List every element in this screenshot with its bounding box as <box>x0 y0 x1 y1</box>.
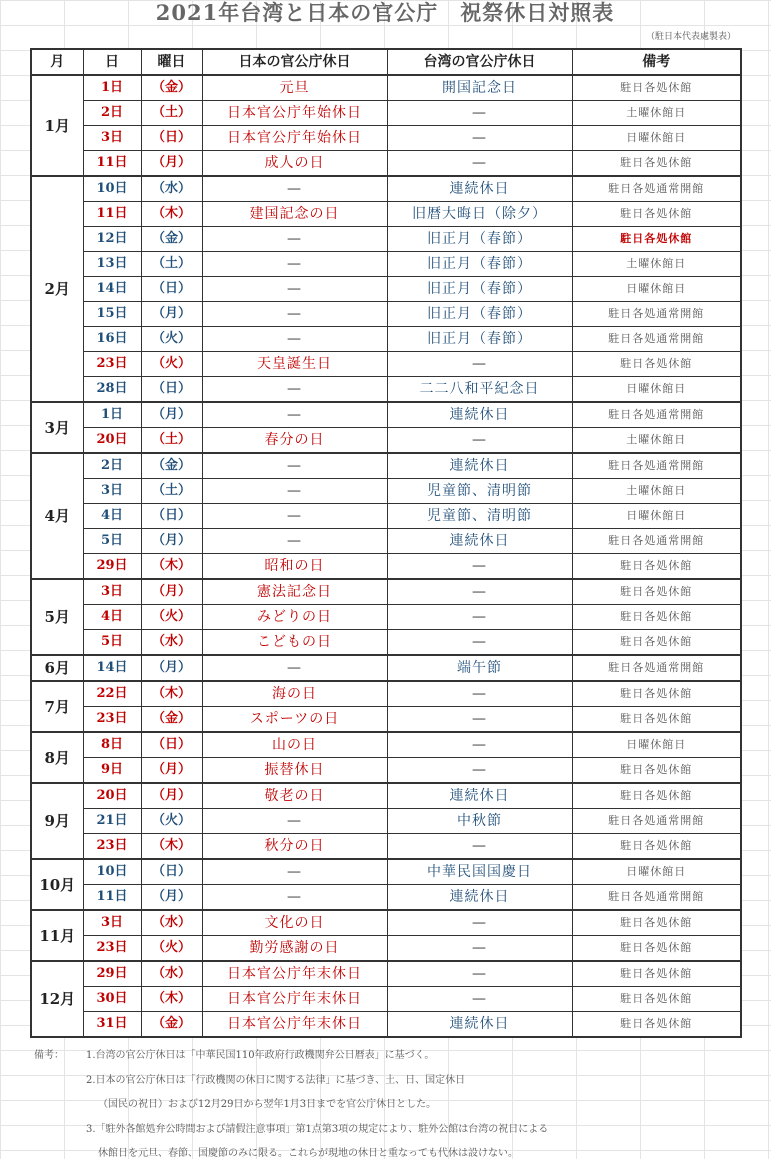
taiwan-holiday-cell: 連続休日 <box>387 529 572 554</box>
day-cell: 8日 <box>83 732 141 758</box>
taiwan-holiday-cell: 旧正月（春節） <box>387 302 572 327</box>
japan-holiday-cell: 文化の日 <box>202 910 387 936</box>
table-row <box>31 352 741 377</box>
month-cell: 7月 <box>31 681 83 732</box>
day-cell: 3日 <box>83 126 141 151</box>
notes-cell: 駐日各処休館 <box>572 202 741 227</box>
weekday-cell: （火） <box>141 352 202 377</box>
table-row <box>31 605 741 630</box>
table-row <box>31 961 741 987</box>
japan-holiday-cell: — <box>202 176 387 202</box>
japan-holiday-cell: — <box>202 859 387 885</box>
weekday-cell: （土） <box>141 428 202 454</box>
table-row <box>31 101 741 126</box>
taiwan-holiday-cell: — <box>387 151 572 177</box>
day-cell: 10日 <box>83 859 141 885</box>
month-cell: 8月 <box>31 732 83 783</box>
weekday-cell: （月） <box>141 529 202 554</box>
header-day: 日 <box>83 49 141 75</box>
month-cell: 11月 <box>31 910 83 961</box>
weekday-cell: （火） <box>141 809 202 834</box>
day-cell: 15日 <box>83 302 141 327</box>
taiwan-holiday-cell: — <box>387 732 572 758</box>
notes-cell: 駐日各処通常開館 <box>572 327 741 352</box>
table-row <box>31 202 741 227</box>
holiday-table <box>30 48 742 1038</box>
taiwan-holiday-cell: 連続休日 <box>387 1012 572 1038</box>
day-cell: 11日 <box>83 885 141 911</box>
day-cell: 20日 <box>83 783 141 809</box>
taiwan-holiday-cell: — <box>387 554 572 580</box>
taiwan-holiday-cell: 連続休日 <box>387 176 572 202</box>
day-cell: 3日 <box>83 579 141 605</box>
table-row <box>31 529 741 554</box>
weekday-cell: （水） <box>141 910 202 936</box>
japan-holiday-cell: — <box>202 327 387 352</box>
notes-cell: 駐日各処休館 <box>572 151 741 177</box>
notes-cell: 駐日各処休館 <box>572 75 741 101</box>
taiwan-holiday-cell: 児童節、清明節 <box>387 504 572 529</box>
taiwan-holiday-cell: 連続休日 <box>387 453 572 479</box>
japan-holiday-cell: 秋分の日 <box>202 834 387 860</box>
day-cell: 10日 <box>83 176 141 202</box>
japan-holiday-cell: 成人の日 <box>202 151 387 177</box>
remark-line-3: （国民の祝日）および12月29日から翌年1月3日までを官公庁休日とした。 <box>98 1099 437 1110</box>
remark-line-4: 3.「駐外各館処弁公時間および請假注意事項」第1点第3項の規定により、駐外公館は台湾の祝日による <box>86 1124 549 1135</box>
weekday-cell: （木） <box>141 202 202 227</box>
taiwan-holiday-cell: 端午節 <box>387 655 572 681</box>
japan-holiday-cell: — <box>202 453 387 479</box>
notes-cell: 日曜休館日 <box>572 377 741 403</box>
weekday-cell: （木） <box>141 681 202 707</box>
day-cell: 20日 <box>83 428 141 454</box>
japan-holiday-cell: こどもの日 <box>202 630 387 656</box>
day-cell: 3日 <box>83 479 141 504</box>
japan-holiday-cell: 敬老の日 <box>202 783 387 809</box>
table-row <box>31 504 741 529</box>
japan-holiday-cell: 日本官公庁年末休日 <box>202 1012 387 1038</box>
weekday-cell: （日） <box>141 126 202 151</box>
taiwan-holiday-cell: 旧正月（春節） <box>387 327 572 352</box>
japan-holiday-cell: — <box>202 504 387 529</box>
taiwan-holiday-cell: 二二八和平紀念日 <box>387 377 572 403</box>
header-taiwan-holiday: 台湾の官公庁休日 <box>387 49 572 75</box>
day-cell: 21日 <box>83 809 141 834</box>
table-row <box>31 428 741 454</box>
day-cell: 14日 <box>83 277 141 302</box>
japan-holiday-cell: 元旦 <box>202 75 387 101</box>
japan-holiday-cell: 建国記念の日 <box>202 202 387 227</box>
taiwan-holiday-cell: — <box>387 910 572 936</box>
day-cell: 13日 <box>83 252 141 277</box>
japan-holiday-cell: — <box>202 377 387 403</box>
taiwan-holiday-cell: 連続休日 <box>387 885 572 911</box>
weekday-cell: （日） <box>141 859 202 885</box>
taiwan-holiday-cell: — <box>387 579 572 605</box>
page-title: 2021年台湾と日本の官公庁 祝祭休日対照表 <box>155 0 615 25</box>
taiwan-holiday-cell: 旧暦大晦日（除夕） <box>387 202 572 227</box>
notes-cell: 駐日各処休館 <box>572 783 741 809</box>
month-cell: 3月 <box>31 402 83 453</box>
table-row <box>31 1012 741 1038</box>
notes-cell: 土曜休館日 <box>572 479 741 504</box>
weekday-cell: （月） <box>141 302 202 327</box>
notes-cell: 日曜休館日 <box>572 732 741 758</box>
day-cell: 11日 <box>83 151 141 177</box>
taiwan-holiday-cell: 中秋節 <box>387 809 572 834</box>
japan-holiday-cell: 春分の日 <box>202 428 387 454</box>
month-cell: 5月 <box>31 579 83 655</box>
weekday-cell: （土） <box>141 252 202 277</box>
day-cell: 4日 <box>83 504 141 529</box>
japan-holiday-cell: 昭和の日 <box>202 554 387 580</box>
notes-cell: 日曜休館日 <box>572 504 741 529</box>
notes-cell: 駐日各処休館 <box>572 605 741 630</box>
weekday-cell: （水） <box>141 630 202 656</box>
notes-cell: 駐日各処休館 <box>572 758 741 784</box>
header-row <box>31 49 741 75</box>
weekday-cell: （日） <box>141 377 202 403</box>
taiwan-holiday-cell: 連続休日 <box>387 402 572 428</box>
notes-cell: 駐日各処休館 <box>572 227 741 252</box>
month-cell: 2月 <box>31 176 83 402</box>
japan-holiday-cell: — <box>202 529 387 554</box>
notes-cell: 駐日各処休館 <box>572 352 741 377</box>
table-row <box>31 75 741 101</box>
notes-cell: 土曜休館日 <box>572 252 741 277</box>
weekday-cell: （木） <box>141 554 202 580</box>
japan-holiday-cell: 振替休日 <box>202 758 387 784</box>
notes-cell: 駐日各処通常開館 <box>572 885 741 911</box>
month-cell: 6月 <box>31 655 83 681</box>
taiwan-holiday-cell: 旧正月（春節） <box>387 277 572 302</box>
day-cell: 1日 <box>83 402 141 428</box>
header-notes: 備考 <box>572 49 741 75</box>
japan-holiday-cell: 日本官公庁年始休日 <box>202 101 387 126</box>
notes-cell: 駐日各処休館 <box>572 961 741 987</box>
header-weekday: 曜日 <box>141 49 202 75</box>
weekday-cell: （月） <box>141 151 202 177</box>
weekday-cell: （水） <box>141 176 202 202</box>
japan-holiday-cell: 日本官公庁年始休日 <box>202 126 387 151</box>
month-cell: 4月 <box>31 453 83 579</box>
table-row <box>31 936 741 962</box>
taiwan-holiday-cell: 連続休日 <box>387 783 572 809</box>
table-row <box>31 783 741 809</box>
remark-line-1: 1.台湾の官公庁休日は「中華民国110年政府行政機関弁公日暦表」に基づく。 <box>86 1050 435 1061</box>
table-row <box>31 377 741 403</box>
table-row <box>31 176 741 202</box>
japan-holiday-cell: — <box>202 809 387 834</box>
taiwan-holiday-cell: — <box>387 101 572 126</box>
weekday-cell: （金） <box>141 453 202 479</box>
japan-holiday-cell: 日本官公庁年末休日 <box>202 961 387 987</box>
day-cell: 28日 <box>83 377 141 403</box>
japan-holiday-cell: — <box>202 479 387 504</box>
day-cell: 3日 <box>83 910 141 936</box>
remark-line-5: 休館日を元旦、春節、国慶節のみに限る。これらが現地の休日と重なっても代休は設けない。 <box>98 1148 518 1159</box>
taiwan-holiday-cell: 中華民国国慶日 <box>387 859 572 885</box>
japan-holiday-cell: — <box>202 655 387 681</box>
day-cell: 9日 <box>83 758 141 784</box>
japan-holiday-cell: 日本官公庁年末休日 <box>202 987 387 1012</box>
day-cell: 23日 <box>83 352 141 377</box>
notes-cell: 駐日各処休館 <box>572 1012 741 1038</box>
weekday-cell: （金） <box>141 227 202 252</box>
notes-cell: 日曜休館日 <box>572 277 741 302</box>
day-cell: 23日 <box>83 936 141 962</box>
table-row <box>31 151 741 177</box>
japan-holiday-cell: — <box>202 252 387 277</box>
japan-holiday-cell: — <box>202 277 387 302</box>
japan-holiday-cell: 山の日 <box>202 732 387 758</box>
day-cell: 2日 <box>83 101 141 126</box>
japan-holiday-cell: 海の日 <box>202 681 387 707</box>
taiwan-holiday-cell: 児童節、清明節 <box>387 479 572 504</box>
taiwan-holiday-cell: — <box>387 758 572 784</box>
taiwan-holiday-cell: — <box>387 936 572 962</box>
table-row <box>31 554 741 580</box>
notes-cell: 日曜休館日 <box>572 859 741 885</box>
table-row <box>31 327 741 352</box>
table-row <box>31 453 741 479</box>
day-cell: 29日 <box>83 554 141 580</box>
table-row <box>31 126 741 151</box>
table-row <box>31 630 741 656</box>
weekday-cell: （水） <box>141 961 202 987</box>
day-cell: 12日 <box>83 227 141 252</box>
weekday-cell: （月） <box>141 579 202 605</box>
weekday-cell: （火） <box>141 327 202 352</box>
month-cell: 10月 <box>31 859 83 910</box>
weekday-cell: （月） <box>141 783 202 809</box>
notes-cell: 日曜休館日 <box>572 126 741 151</box>
notes-cell: 土曜休館日 <box>572 428 741 454</box>
table-row <box>31 809 741 834</box>
day-cell: 23日 <box>83 707 141 733</box>
weekday-cell: （土） <box>141 101 202 126</box>
japan-holiday-cell: — <box>202 402 387 428</box>
japan-holiday-cell: — <box>202 885 387 911</box>
table-row <box>31 655 741 681</box>
notes-cell: 駐日各処休館 <box>572 707 741 733</box>
weekday-cell: （火） <box>141 605 202 630</box>
notes-cell: 駐日各処休館 <box>572 681 741 707</box>
taiwan-holiday-cell: 開国記念日 <box>387 75 572 101</box>
table-body <box>31 75 741 1037</box>
notes-cell: 駐日各処休館 <box>572 987 741 1012</box>
notes-cell: 駐日各処通常開館 <box>572 402 741 428</box>
table-row <box>31 758 741 784</box>
japan-holiday-cell: 勤労感謝の日 <box>202 936 387 962</box>
taiwan-holiday-cell: — <box>387 428 572 454</box>
taiwan-holiday-cell: — <box>387 707 572 733</box>
japan-holiday-cell: — <box>202 227 387 252</box>
table-row <box>31 732 741 758</box>
taiwan-holiday-cell: 旧正月（春節） <box>387 252 572 277</box>
table-row <box>31 834 741 860</box>
taiwan-holiday-cell: 旧正月（春節） <box>387 227 572 252</box>
taiwan-holiday-cell: — <box>387 961 572 987</box>
weekday-cell: （火） <box>141 936 202 962</box>
taiwan-holiday-cell: — <box>387 987 572 1012</box>
table-row <box>31 277 741 302</box>
japan-holiday-cell: みどりの日 <box>202 605 387 630</box>
notes-cell: 駐日各処通常開館 <box>572 529 741 554</box>
notes-cell: 駐日各処休館 <box>572 910 741 936</box>
weekday-cell: （木） <box>141 987 202 1012</box>
notes-cell: 駐日各処休館 <box>572 936 741 962</box>
taiwan-holiday-cell: — <box>387 605 572 630</box>
notes-cell: 駐日各処休館 <box>572 579 741 605</box>
header-japan-holiday: 日本の官公庁休日 <box>202 49 387 75</box>
japan-holiday-cell: 憲法記念日 <box>202 579 387 605</box>
credit-note: （駐日本代表處製表） <box>645 32 736 42</box>
weekday-cell: （日） <box>141 732 202 758</box>
weekday-cell: （木） <box>141 834 202 860</box>
day-cell: 31日 <box>83 1012 141 1038</box>
table-row <box>31 402 741 428</box>
taiwan-holiday-cell: — <box>387 352 572 377</box>
weekday-cell: （月） <box>141 402 202 428</box>
weekday-cell: （土） <box>141 479 202 504</box>
taiwan-holiday-cell: — <box>387 630 572 656</box>
day-cell: 14日 <box>83 655 141 681</box>
day-cell: 1日 <box>83 75 141 101</box>
table-row <box>31 681 741 707</box>
notes-cell: 駐日各処休館 <box>572 554 741 580</box>
taiwan-holiday-cell: — <box>387 126 572 151</box>
weekday-cell: （月） <box>141 655 202 681</box>
month-cell: 1月 <box>31 75 83 176</box>
notes-cell: 駐日各処通常開館 <box>572 453 741 479</box>
day-cell: 23日 <box>83 834 141 860</box>
notes-cell: 駐日各処休館 <box>572 834 741 860</box>
remarks-label: 備考： <box>34 1050 64 1061</box>
table-row <box>31 987 741 1012</box>
day-cell: 2日 <box>83 453 141 479</box>
weekday-cell: （金） <box>141 1012 202 1038</box>
remark-line-2: 2.日本の官公庁休日は「行政機関の休日に関する法律」に基づき、土、日、国定休日 <box>86 1075 466 1086</box>
weekday-cell: （金） <box>141 75 202 101</box>
header-month: 月 <box>31 49 83 75</box>
table-row <box>31 707 741 733</box>
month-cell: 9月 <box>31 783 83 859</box>
table-row <box>31 859 741 885</box>
table-row <box>31 479 741 504</box>
notes-cell: 駐日各処休館 <box>572 630 741 656</box>
notes-cell: 駐日各処通常開館 <box>572 655 741 681</box>
notes-cell: 駐日各処通常開館 <box>572 809 741 834</box>
weekday-cell: （金） <box>141 707 202 733</box>
month-cell: 12月 <box>31 961 83 1037</box>
taiwan-holiday-cell: — <box>387 681 572 707</box>
weekday-cell: （月） <box>141 758 202 784</box>
table-row <box>31 910 741 936</box>
day-cell: 4日 <box>83 605 141 630</box>
notes-cell: 駐日各処通常開館 <box>572 176 741 202</box>
day-cell: 16日 <box>83 327 141 352</box>
notes-cell: 土曜休館日 <box>572 101 741 126</box>
day-cell: 5日 <box>83 630 141 656</box>
day-cell: 11日 <box>83 202 141 227</box>
day-cell: 29日 <box>83 961 141 987</box>
table-row <box>31 885 741 911</box>
weekday-cell: （月） <box>141 885 202 911</box>
day-cell: 5日 <box>83 529 141 554</box>
day-cell: 30日 <box>83 987 141 1012</box>
table-row <box>31 579 741 605</box>
table-row <box>31 227 741 252</box>
japan-holiday-cell: 天皇誕生日 <box>202 352 387 377</box>
day-cell: 22日 <box>83 681 141 707</box>
table-row <box>31 302 741 327</box>
japan-holiday-cell: — <box>202 302 387 327</box>
weekday-cell: （日） <box>141 504 202 529</box>
japan-holiday-cell: スポーツの日 <box>202 707 387 733</box>
taiwan-holiday-cell: — <box>387 834 572 860</box>
table-row <box>31 252 741 277</box>
notes-cell: 駐日各処通常開館 <box>572 302 741 327</box>
weekday-cell: （日） <box>141 277 202 302</box>
